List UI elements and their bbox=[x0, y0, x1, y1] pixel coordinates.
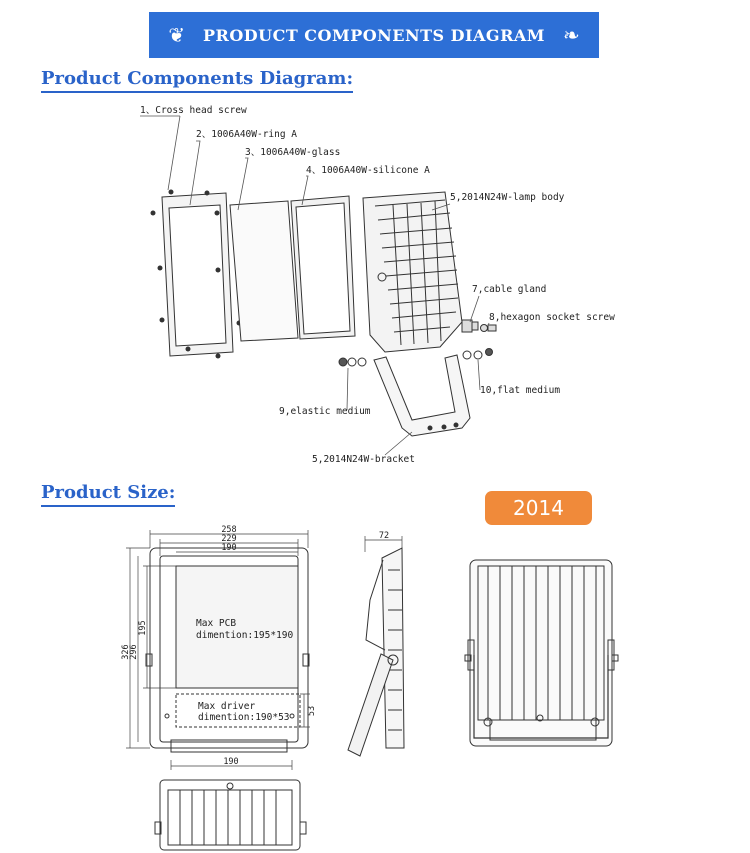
component-label-8: 8,hexagon socket screw bbox=[489, 312, 615, 323]
component-label-4: 4、1006A40W-silicone A bbox=[306, 165, 430, 176]
driver-note-line2: dimention:190*53 bbox=[198, 712, 290, 723]
bottom-view bbox=[155, 780, 306, 850]
component-label-3: 3、1006A40W-glass bbox=[245, 147, 341, 158]
dim-53: 53 bbox=[307, 705, 317, 717]
size-section-title-text: Product Size: bbox=[41, 482, 176, 503]
pcb-note-line1: Max PCB bbox=[196, 618, 237, 629]
components-section-title-text: Product Components Diagram: bbox=[41, 68, 354, 89]
component-label-9: 9,elastic medium bbox=[279, 406, 371, 417]
dim-190-top: 190 bbox=[221, 543, 237, 553]
component-label-5: 5,2014N24W-lamp body bbox=[450, 192, 565, 203]
dim-258: 258 bbox=[221, 525, 237, 535]
dim-326: 326 bbox=[121, 644, 131, 660]
component-label-bracket: 5,2014N24W-bracket bbox=[312, 454, 415, 465]
dim-296: 296 bbox=[129, 644, 139, 660]
dim-72: 72 bbox=[378, 531, 390, 541]
flourish-right-icon: ❧ bbox=[563, 23, 580, 47]
dim-229: 229 bbox=[221, 534, 237, 544]
component-label-2: 2、1006A40W-ring A bbox=[196, 129, 298, 140]
dim-190-bottom: 190 bbox=[223, 757, 239, 767]
banner-title: PRODUCT COMPONENTS DIAGRAM bbox=[203, 25, 545, 45]
dim-195: 195 bbox=[138, 620, 148, 636]
side-view bbox=[348, 548, 404, 756]
driver-note-line1: Max driver bbox=[198, 701, 256, 712]
component-label-10: 10,flat medium bbox=[480, 385, 561, 396]
model-year-badge-label: 2014 bbox=[513, 496, 564, 520]
back-view bbox=[465, 560, 618, 746]
pcb-note-line2: dimention:195*190 bbox=[196, 630, 294, 641]
component-label-1: 1、Cross head screw bbox=[140, 105, 247, 116]
component-label-7: 7,cable gland bbox=[472, 284, 547, 295]
flourish-left-icon: ❦ bbox=[168, 23, 185, 47]
